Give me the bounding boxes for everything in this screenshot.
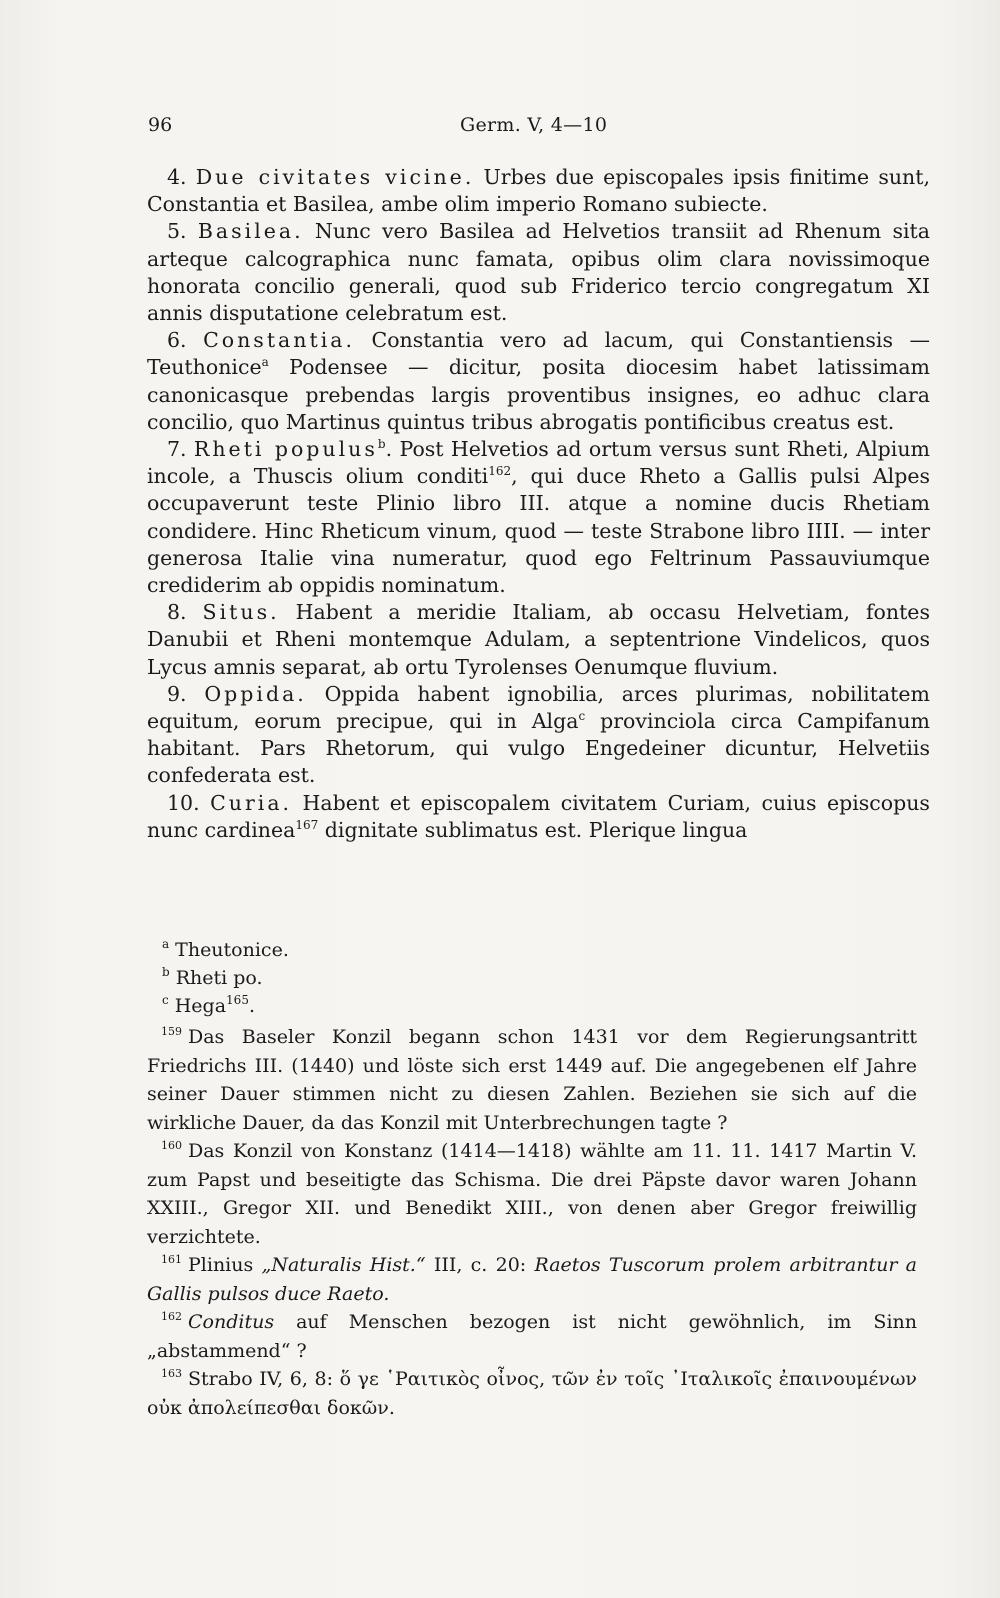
section-lemma: Due civitates vicine. xyxy=(195,165,475,189)
section-4 xyxy=(147,164,930,218)
section-9 xyxy=(147,681,930,790)
section-lemma: Basilea. xyxy=(197,219,304,244)
running-head-title: Germ. V, 4—10 xyxy=(460,114,608,136)
footnote-text: auf Menschen bezogen ist nicht gewöhnlich, im Sinn „abstammend“ ? xyxy=(147,1311,917,1362)
footnote-number: 161 xyxy=(161,1253,182,1266)
apparatus-note-b xyxy=(162,964,922,992)
section-text: Nunc vero Basilea ad Helvetios transiit ad Rhenum sita arteque calcographica nunc famata, opibus olim clara novissimoque honorata concilio generali, quod sub Friderico tercio congregatum XI annis disputatione celebratum est. xyxy=(147,219,930,326)
footnote-text-mid: III, c. 20: xyxy=(425,1254,535,1276)
section-lemma: Oppida. xyxy=(204,681,307,706)
footnote-quote: Raetos Tuscorum prolem arbitrantur a Gallis pulsos duce Raeto. xyxy=(147,1254,918,1305)
footnote-text: Strabo IV, 6, 8: ὅ γε ῾Ραιτικὸς οἶνος, τῶν ἐν τοῖς ᾿Ιταλικοῖς ἐπαινουμένων οὐκ ἀπολείπεσθαι δοκῶν. xyxy=(147,1368,917,1419)
section-number: 8. xyxy=(167,600,187,625)
section-lemma: Curia. xyxy=(210,790,293,815)
section-7 xyxy=(147,436,930,599)
footnote-ref-165: 165 xyxy=(226,993,249,1007)
apparatus-mark: b xyxy=(162,965,170,979)
apparatus-text: Rheti po. xyxy=(175,967,263,989)
footnote-ref-a: a xyxy=(261,355,269,370)
page-number: 96 xyxy=(148,114,173,136)
footnote-ref-b: b xyxy=(377,437,386,452)
section-text: Oppida habent ignobilia, arces plurimas, nobilitatem equitum, eorum precipue, qui in Alga xyxy=(147,681,930,734)
footnotes xyxy=(147,1023,917,1422)
section-lemma: Constantia. xyxy=(203,328,356,353)
footnote-number: 159 xyxy=(161,1025,182,1038)
footnote-text: Das Konzil von Konstanz (1414—1418) wählte am 11. 11. 1417 Martin V. zum Papst und beseitigte das Schisma. Die drei Päpste davor waren Johann XXIII., Gregor XII. und Benedikt XIII., von denen aber Gregor freiwillig verzichtete. xyxy=(147,1140,917,1248)
section-text-cont: , qui duce Rheto a Gallis pulsi Alpes occupaverunt teste Plinio libro III. atque a nomine ducis Rhetiam condidere. Hinc Rheticum vinum, quod — teste Strabone libro IIII. — inter generosa Italie vina numeratur, quod ego Feltrinum Passauviumque crediderim ab oppidis nominatum. xyxy=(147,464,931,598)
section-lemma: Rheti populus xyxy=(193,437,378,462)
section-number: 10. xyxy=(167,790,200,815)
section-number: 4. xyxy=(167,165,187,189)
apparatus-mark: c xyxy=(162,993,169,1007)
section-5 xyxy=(147,218,930,327)
footnote-word: Conditus xyxy=(188,1311,275,1333)
footnote-text: Das Baseler Konzil begann schon 1431 vor dem Regierungsantritt Friedrichs III. (1440) und löste sich erst 1449 auf. Die angegebenen elf Jahre seiner Dauer stimmen nicht zu diesen Zahlen. Beziehen sie sich auf die wirkliche Dauer, da das Konzil mit Unterbrechungen tagte ? xyxy=(147,1026,917,1134)
section-8 xyxy=(147,599,930,681)
section-text-cont: dignitate sublimatus est. Plerique lingua xyxy=(318,817,748,842)
footnote-number: 160 xyxy=(161,1139,182,1152)
section-text-cont: Podensee — dicitur, posita diocesim habet latissimam canonicasque prebendas largis proventibus insignes, eo adhuc clara concilio, quo Martinus quintus tribus abrogatis pontificibus creatus est. xyxy=(147,355,930,434)
section-lemma: Situs. xyxy=(202,600,280,625)
section-number: 7. xyxy=(167,437,187,462)
apparatus-mark: a xyxy=(162,937,170,951)
footnote-160 xyxy=(147,1137,917,1251)
footnote-ref-c: c xyxy=(578,709,586,724)
section-6 xyxy=(147,327,930,436)
section-10 xyxy=(147,790,930,844)
section-text-cont: provinciola circa Campifanum habitant. Pars Rhetorum, qui vulgo Engedeiner dicuntur, Helvetiis confederata est. xyxy=(147,709,930,788)
footnote-162 xyxy=(147,1308,917,1365)
section-text: Habent a meridie Italiam, ab occasu Helvetiam, fontes Danubii et Rheni montemque Adulam, a septentrione Vindelicos, quos Lycus amnis separat, ab ortu Tyrolenses Oenumque fluvium. xyxy=(147,600,930,679)
section-text: Urbes due episcopales ipsis finitime sunt, Constantia et Basilea, ambe olim imperio Romano subiecte. xyxy=(147,165,930,217)
section-text: Constantia vero ad lacum, qui Constantiensis — Teuthonice xyxy=(147,328,930,380)
apparatus-note-a xyxy=(162,936,922,964)
apparatus-tail: . xyxy=(248,995,255,1017)
footnote-161 xyxy=(147,1251,917,1308)
section-text: . Post Helvetios ad ortum versus sunt Rheti, Alpium incole, a Thuscis olium conditi xyxy=(147,437,930,489)
footnote-number: 162 xyxy=(161,1310,182,1323)
footnote-163 xyxy=(147,1365,917,1422)
section-number: 5. xyxy=(167,219,187,244)
running-head xyxy=(148,114,928,144)
critical-apparatus xyxy=(162,936,922,1020)
apparatus-text: Hega xyxy=(174,995,227,1017)
apparatus-note-c xyxy=(162,992,922,1020)
footnote-ref-162: 162 xyxy=(488,464,512,479)
apparatus-text: Theutonice. xyxy=(175,939,289,961)
footnote-ref-167: 167 xyxy=(295,817,319,832)
section-number: 9. xyxy=(167,681,187,706)
footnote-159 xyxy=(147,1023,917,1137)
section-number: 6. xyxy=(167,328,187,353)
main-text xyxy=(147,164,930,844)
footnote-number: 163 xyxy=(161,1367,182,1380)
section-text: Habent et episcopalem civitatem Curiam, cuius episcopus nunc cardinea xyxy=(147,790,930,842)
footnote-book-title: „Naturalis Hist.“ xyxy=(261,1254,426,1276)
footnote-text: Plinius xyxy=(188,1254,262,1276)
